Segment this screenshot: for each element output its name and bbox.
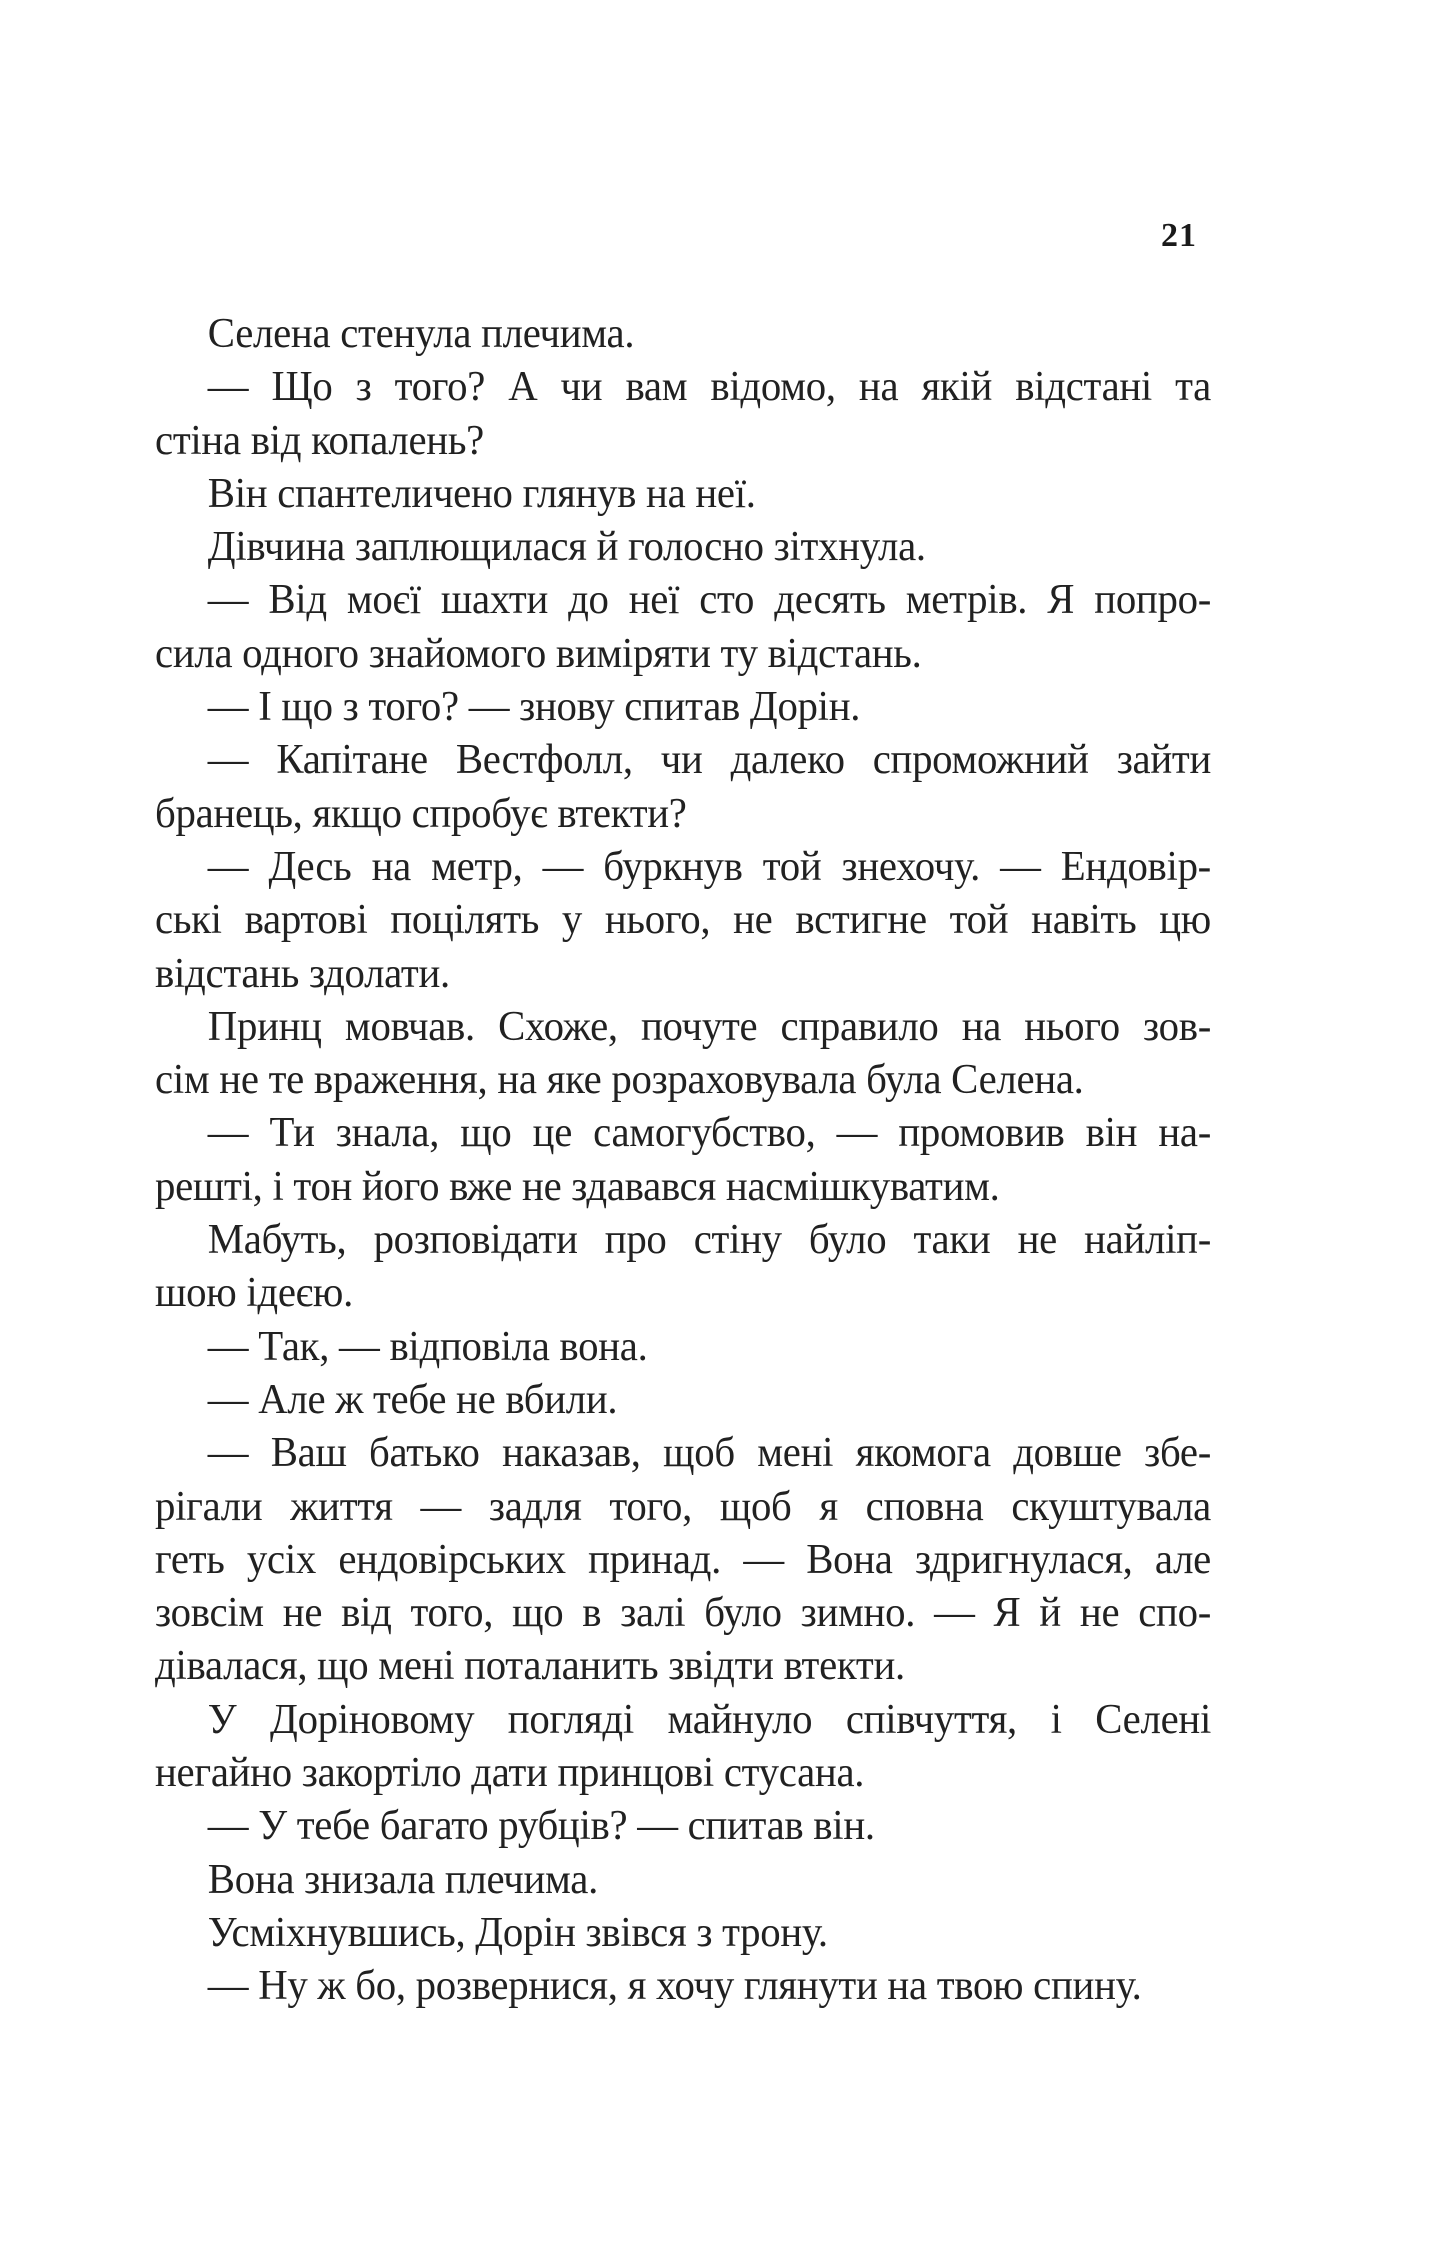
paragraph	[155, 680, 1211, 733]
paragraph	[155, 1106, 1211, 1213]
paragraph	[155, 1853, 1211, 1906]
page-number: 21	[1161, 217, 1197, 254]
paragraph	[155, 733, 1211, 840]
text-line: Мабуть, розповідати про стіну було таки не найліп-	[207, 1216, 1211, 1264]
text-line: — Так, — відповіла вона.	[207, 1322, 648, 1370]
text-line: дівалася, що мені поталанить звідти втекти.	[155, 1642, 905, 1690]
paragraph	[155, 840, 1211, 1000]
text-line: Дівчина заплющилася й голосно зітхнула.	[207, 523, 926, 571]
text-line: Усміхнувшись, Дорін звівся з трону.	[207, 1908, 828, 1956]
text-line: стіна від копалень?	[155, 416, 484, 464]
paragraph	[155, 1693, 1211, 1800]
text-line: решті, і тон його вже не здавався насмішкуватим.	[155, 1162, 1000, 1210]
text-line: геть усіх ендовірських принад. — Вона здригнулася, але	[155, 1535, 1211, 1583]
text-line: — Від моєї шахти до неї сто десять метрів. Я попро-	[207, 576, 1211, 624]
paragraph	[155, 1959, 1211, 2012]
text-line: відстань здолати.	[155, 949, 450, 997]
text-line: — І що з того? — знову спитав Дорін.	[207, 683, 861, 731]
text-line: Селена стенула плечима.	[207, 310, 635, 357]
text-line: — Ну ж бо, розвернися, я хочу глянути на твою спину.	[207, 1962, 1142, 2010]
paragraph	[155, 1426, 1211, 1692]
text-line: — Ти знала, що це самогубство, — промовив він на-	[207, 1109, 1211, 1157]
text-line: У Доріновому погляді майнуло співчуття, і Селені	[207, 1695, 1211, 1743]
paragraph	[155, 573, 1211, 680]
paragraph	[155, 360, 1211, 467]
text-line: — У тебе багато рубців? — спитав він.	[207, 1802, 875, 1850]
text-line: Принц мовчав. Схоже, почуте справило на нього зов-	[207, 1002, 1211, 1050]
text-line: ські вартові поцілять у нього, не встигне той навіть цю	[155, 896, 1211, 944]
paragraph	[155, 1799, 1211, 1852]
paragraph	[155, 1000, 1211, 1107]
text-block	[155, 307, 1211, 2013]
paragraph	[155, 467, 1211, 520]
text-line: Вона знизала плечима.	[207, 1855, 599, 1903]
text-line: рігали життя — задля того, щоб я сповна скуштувала	[155, 1482, 1211, 1530]
text-line: шою ідеєю.	[155, 1269, 354, 1317]
paragraph	[155, 520, 1211, 573]
text-line: — Капітане Вестфолл, чи далеко спроможний зайти	[207, 736, 1211, 784]
text-line: бранець, якщо спробує втекти?	[155, 789, 687, 837]
paragraph	[155, 1373, 1211, 1426]
text-line: — Ваш батько наказав, щоб мені якомога довше збе-	[207, 1429, 1211, 1477]
text-line: сім не те враження, на яке розраховувала була Селена.	[155, 1056, 1084, 1104]
text-line: сила одного знайомого виміряти ту відстань.	[155, 629, 922, 677]
paragraph	[155, 307, 1211, 360]
paragraph	[155, 1320, 1211, 1373]
paragraph	[155, 1213, 1211, 1320]
text-line: — Але ж тебе не вбили.	[207, 1375, 618, 1423]
paragraph	[155, 1906, 1211, 1959]
text-line: — Що з того? А чи вам відомо, на якій відстані та	[207, 363, 1211, 411]
text-line: — Десь на метр, — буркнув той знехочу. — Ендовір-	[207, 842, 1211, 890]
text-line: негайно закортіло дати принцові стусана.	[155, 1749, 865, 1797]
text-line: зовсім не від того, що в залі було зимно. — Я й не спо-	[155, 1589, 1211, 1637]
text-line: Він спантеличено глянув на неї.	[207, 469, 756, 517]
